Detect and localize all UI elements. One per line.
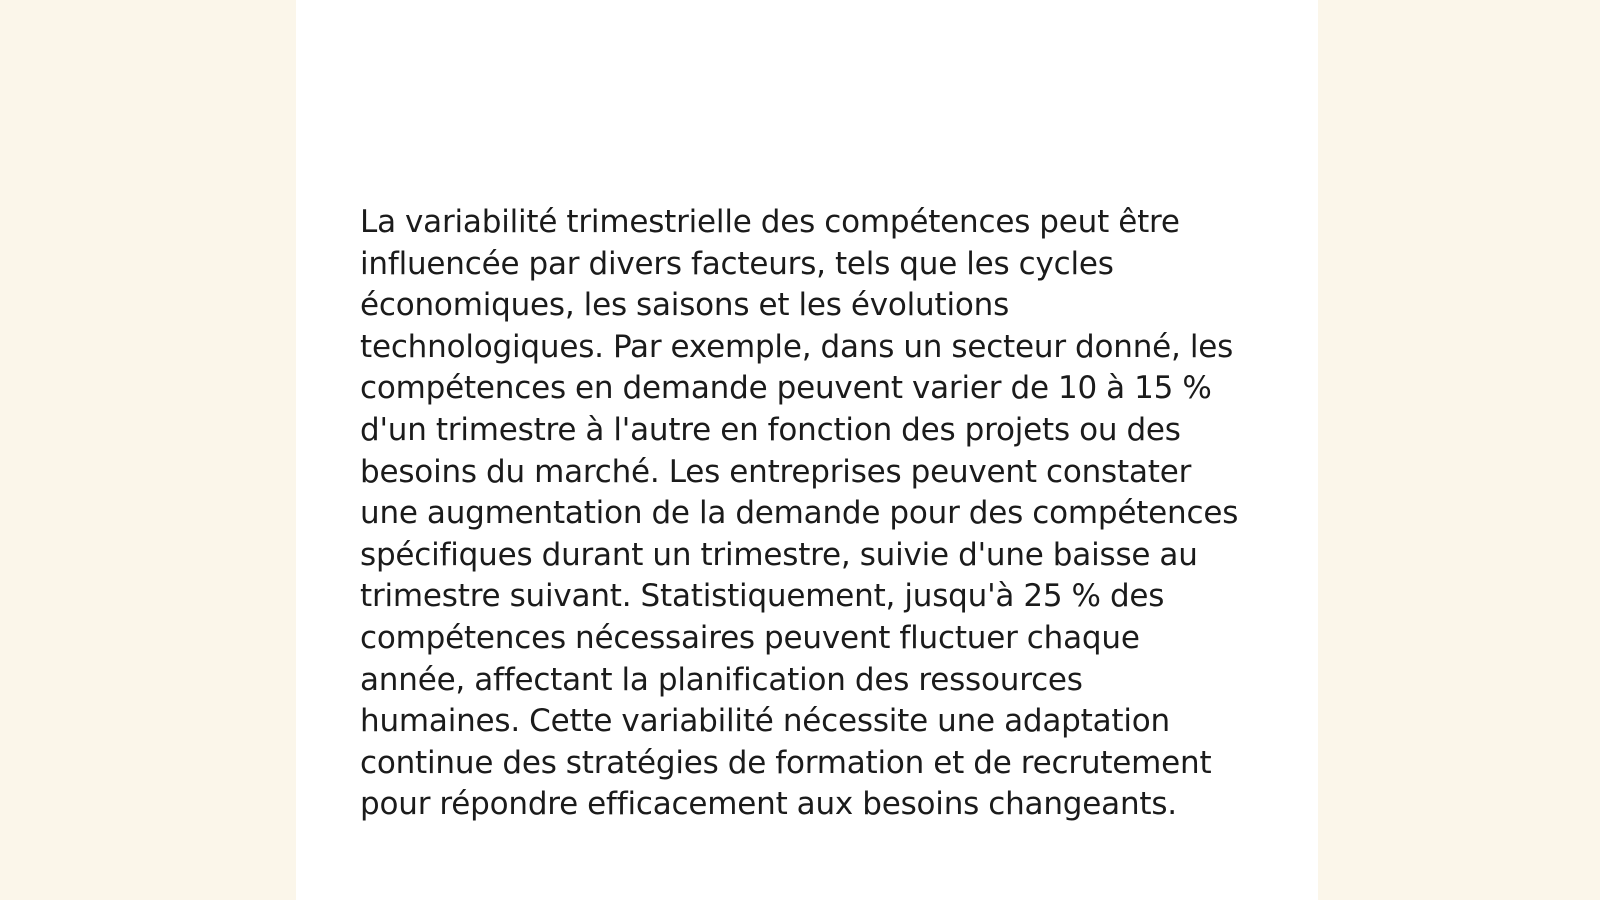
body-paragraph: La variabilité trimestrielle des compétences peut être influencée par divers facteurs, tels que les cycles économiques, les saisons et les évolutions technologiques. Par exemple, dans un secteur donné, les compétences en demande peuvent varier de 10 à 15 % d'un trimestre à l'autre en fonction des projets ou des besoins du marché. Les entreprises peuvent constater une augmentation de la demande pour des compétences spécifiques durant un trimestre, suivie d'une baisse au trimestre suivant. Statistiquement, jusqu'à 25 % des compétences nécessaires peuvent fluctuer chaque année, affectant la planification des ressources humaines. Cette variabilité nécessite une adaptation continue des stratégies de formation et de recrutement pour répondre efficacement aux besoins changeants. (360, 204, 1239, 823)
document-page (296, 0, 1318, 900)
